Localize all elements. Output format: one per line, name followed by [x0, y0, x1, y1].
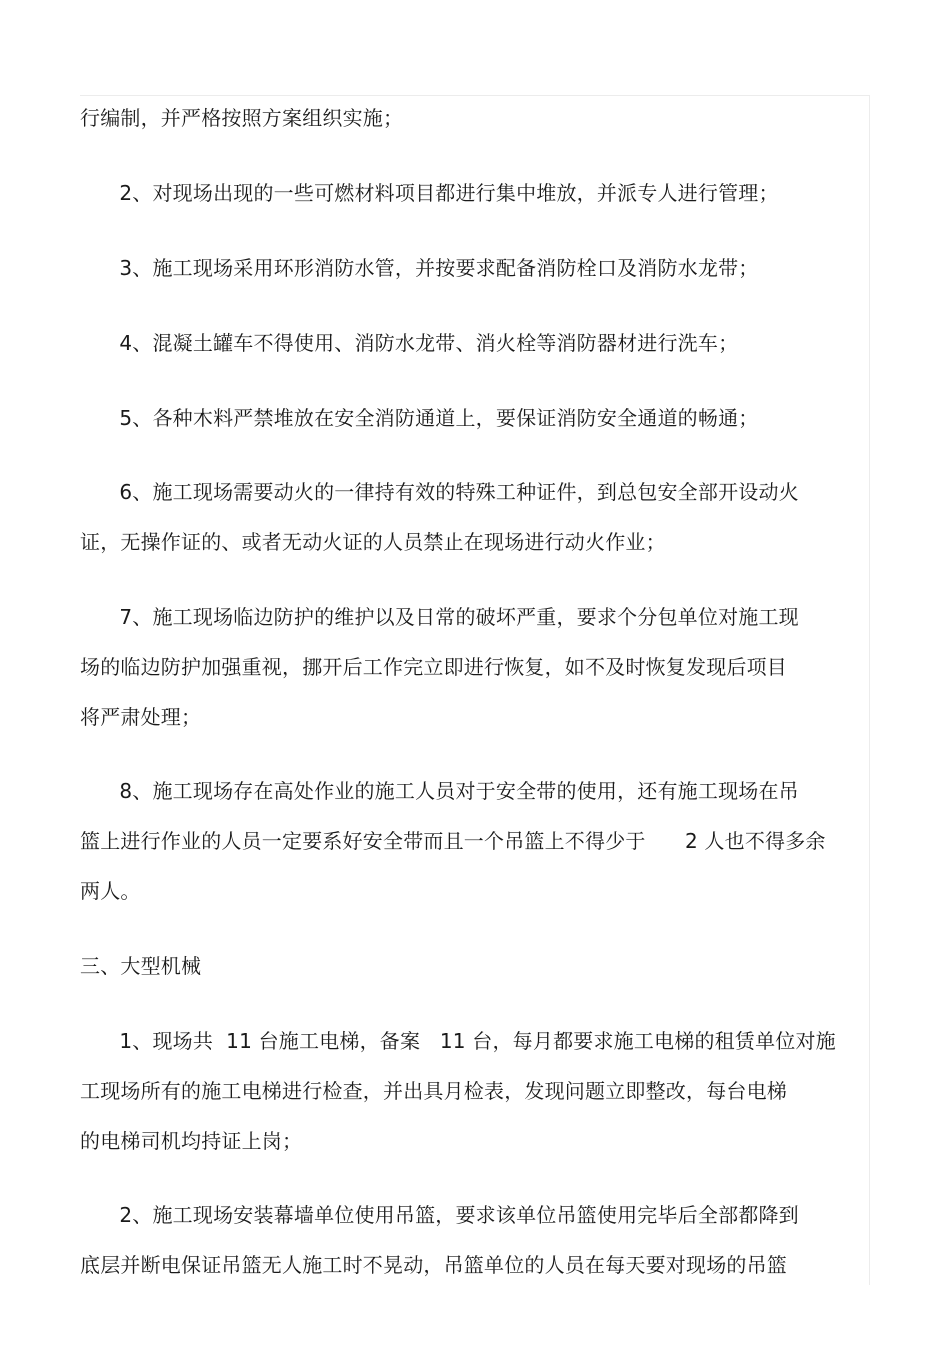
text-line: 4、混凝土罐车不得使用、消防水龙带、消火栓等消防器材进行洗车；	[80, 331, 739, 355]
section-heading: 三、大型机械	[80, 954, 202, 978]
text-line: 证，无操作证的、或者无动火证的人员禁止在现场进行动火作业；	[80, 530, 666, 554]
text-line: 5、各种木料严禁堆放在安全消防通道上，要保证消防安全通道的畅通；	[80, 406, 759, 430]
text-line: 7、施工现场临边防护的维护以及日常的破坏严重，要求个分包单位对施工现	[80, 605, 799, 629]
text-line: 3、施工现场采用环形消防水管，并按要求配备消防栓口及消防水龙带；	[80, 256, 759, 280]
text-line: 将严肃处理；	[80, 705, 202, 729]
text-line: 工现场所有的施工电梯进行检查，并出具月检表，发现问题立即整改，每台电梯	[80, 1079, 787, 1103]
text-line: 两人。	[80, 879, 141, 903]
text-line: 场的临边防护加强重视，挪开后工作完立即进行恢复，如不及时恢复发现后项目	[80, 655, 787, 679]
text-line: 2、对现场出现的一些可燃材料项目都进行集中堆放，并派专人进行管理；	[80, 181, 779, 205]
text-line: 底层并断电保证吊篮无人施工时不晃动，吊篮单位的人员在每天要对现场的吊篮	[80, 1253, 787, 1277]
text-line: 的电梯司机均持证上岗；	[80, 1129, 303, 1153]
page-border-right	[869, 95, 870, 1285]
text-line: 篮上进行作业的人员一定要系好安全带而且一个吊篮上不得少于 2 人也不得多余	[80, 829, 826, 853]
text-line: 行编制，并严格按照方案组织实施；	[80, 106, 404, 130]
text-line: 6、施工现场需要动火的一律持有效的特殊工种证件，到总包安全部开设动火	[80, 480, 799, 504]
text-line: 8、施工现场存在高处作业的施工人员对于安全带的使用，还有施工现场在吊	[80, 779, 799, 803]
page-border-top	[80, 95, 870, 96]
text-line: 1、现场共 11 台施工电梯，备案 11 台，每月都要求施工电梯的租赁单位对施	[80, 1029, 836, 1053]
text-line: 2、施工现场安装幕墙单位使用吊篮，要求该单位吊篮使用完毕后全部都降到	[80, 1203, 799, 1227]
